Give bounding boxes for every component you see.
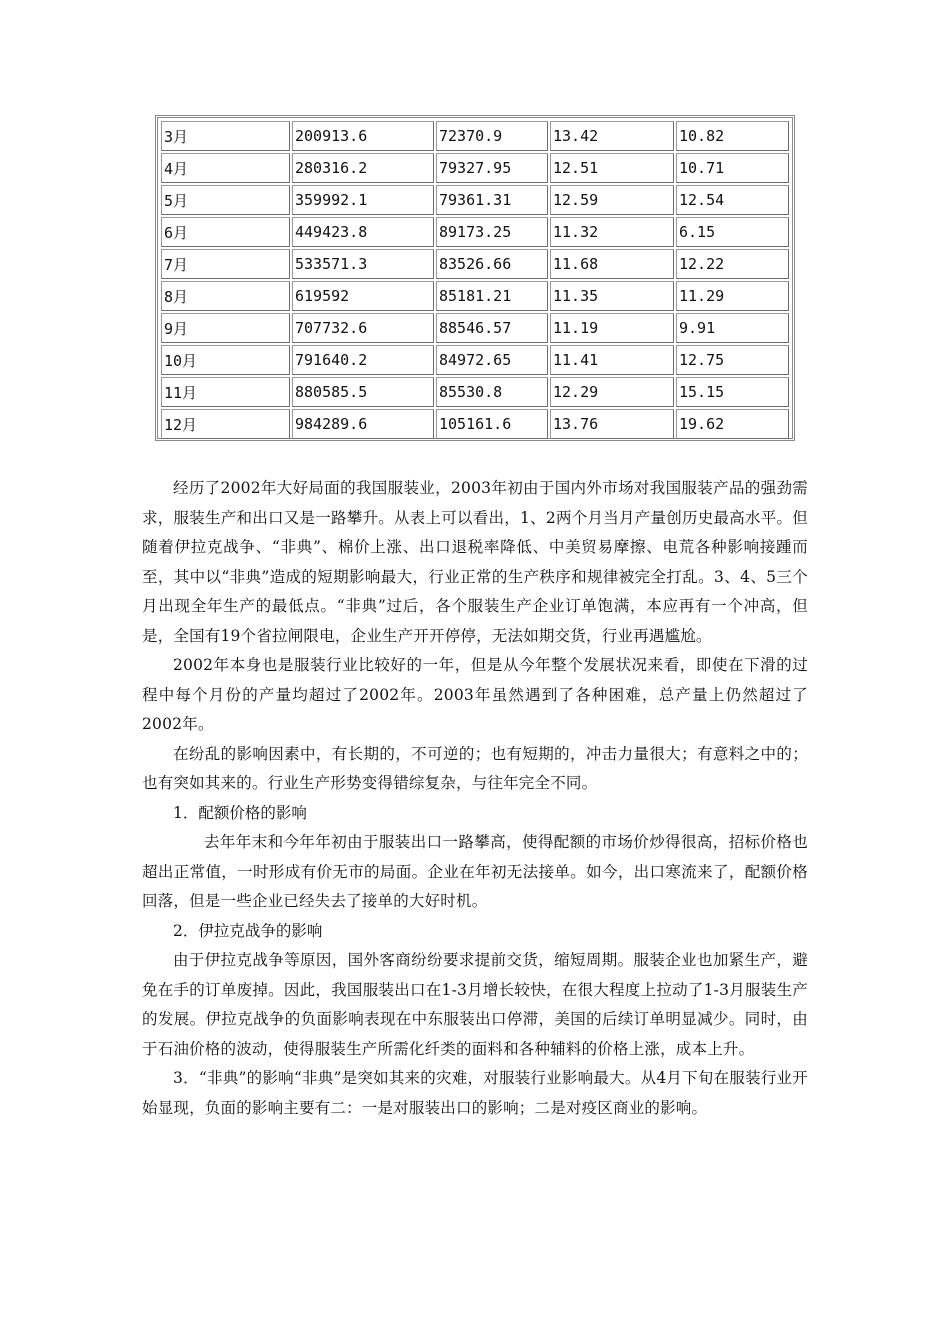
table-cell: 6月 [161, 217, 290, 247]
table-cell: 619592 [292, 281, 434, 311]
paragraph-6: 3．“非典”的影响“非典”是突如其来的灾难，对服装行业影响最大。从4月下旬在服装行业开始显现，负面的影响主要有二：一是对服装出口的影响；二是对疫区商业的影响。 [142, 1069, 808, 1117]
table-cell: 11.41 [550, 345, 674, 375]
table-row [161, 345, 789, 375]
table-cell: 12.51 [550, 153, 674, 183]
table-cell: 9.91 [676, 313, 789, 343]
table-cell: 89173.25 [436, 217, 548, 247]
table-cell: 12.75 [676, 345, 789, 375]
table-cell: 11月 [161, 377, 290, 407]
table-cell: 12月 [161, 409, 290, 439]
table-cell: 10.71 [676, 153, 789, 183]
table-row [161, 377, 789, 407]
table-cell: 19.62 [676, 409, 789, 439]
table-cell: 6.15 [676, 217, 789, 247]
production-table [155, 115, 795, 441]
table-cell: 359992.1 [292, 185, 434, 215]
table-row [161, 249, 789, 279]
table-cell: 791640.2 [292, 345, 434, 375]
table-cell: 13.42 [550, 121, 674, 151]
table-cell: 72370.9 [436, 121, 548, 151]
table-cell: 9月 [161, 313, 290, 343]
table-cell: 11.68 [550, 249, 674, 279]
table-cell: 10月 [161, 345, 290, 375]
table-cell: 7月 [161, 249, 290, 279]
table-row [161, 313, 789, 343]
table-cell: 10.82 [676, 121, 789, 151]
table-cell: 533571.3 [292, 249, 434, 279]
table-cell: 13.76 [550, 409, 674, 439]
table-cell: 105161.6 [436, 409, 548, 439]
table-cell: 12.54 [676, 185, 789, 215]
table-cell: 8月 [161, 281, 290, 311]
table-row [161, 121, 789, 151]
table-cell: 280316.2 [292, 153, 434, 183]
table-row [161, 281, 789, 311]
paragraph-3: 在纷乱的影响因素中，有长期的，不可逆的；也有短期的，冲击力量很大；有意料之中的；也有突如其来的。行业生产形势变得错综复杂，与往年完全不同。 [142, 744, 808, 792]
table-cell: 85530.8 [436, 377, 548, 407]
table-cell: 79361.31 [436, 185, 548, 215]
table-cell: 83526.66 [436, 249, 548, 279]
table-cell: 79327.95 [436, 153, 548, 183]
table-cell: 880585.5 [292, 377, 434, 407]
table-cell: 11.32 [550, 217, 674, 247]
table-cell: 5月 [161, 185, 290, 215]
table-row [161, 153, 789, 183]
table-cell: 200913.6 [292, 121, 434, 151]
table-cell: 3月 [161, 121, 290, 151]
table-cell: 12.59 [550, 185, 674, 215]
paragraph-4: 去年年末和今年年初由于服装出口一路攀高，使得配额的市场价炒得很高，招标价格也超出正常值，一时形成有价无市的局面。企业在年初无法接单。如今，出口寒流来了，配额价格回落，但是一些企业已经失去了接单的大好时机。 [142, 833, 808, 910]
table-cell: 88546.57 [436, 313, 548, 343]
table-cell: 984289.6 [292, 409, 434, 439]
paragraph-1: 经历了2002年大好局面的我国服装业，2003年初由于国内外市场对我国服装产品的强劲需求，服装生产和出口又是一路攀升。从表上可以看出，1、2两个月当月产量创历史最高水平。但随着伊拉克战争、“非典”、棉价上涨、出口退税率降低、中美贸易摩擦、电荒各种影响接踵而至，其中以“非典”造成的短期影响最大，行业正常的生产秩序和规律被完全打乱。3、4、5三个月出现全年生产的最低点。“非典”过后，各个服装生产企业订单饱满，本应再有一个冲高，但是，全国有19个省拉闸限电，企业生产开开停停，无法如期交货，行业再遇尴尬。 [142, 479, 808, 645]
table-cell: 12.22 [676, 249, 789, 279]
article-body [142, 474, 808, 1123]
table-cell: 707732.6 [292, 313, 434, 343]
heading-iraq-war: 2．伊拉克战争的影响 [173, 921, 323, 940]
production-table-grid [159, 119, 791, 441]
table-cell: 84972.65 [436, 345, 548, 375]
table-cell: 85181.21 [436, 281, 548, 311]
paragraph-5: 由于伊拉克战争等原因，国外客商纷纷要求提前交货，缩短周期。服装企业也加紧生产，避免在手的订单废掉。因此，我国服装出口在1-3月增长较快，在很大程度上拉动了1-3月服装生产的发展。伊拉克战争的负面影响表现在中东服装出口停滞，美国的后续订单明显减少。同时，由于石油价格的波动，使得服装生产所需化纤类的面料和各种辅料的价格上涨，成本上升。 [142, 951, 808, 1058]
table-row [161, 185, 789, 215]
table-cell: 12.29 [550, 377, 674, 407]
table-cell: 15.15 [676, 377, 789, 407]
table-row [161, 217, 789, 247]
table-cell: 4月 [161, 153, 290, 183]
paragraph-2: 2002年本身也是服装行业比较好的一年，但是从今年整个发展状况来看，即使在下滑的过程中每个月份的产量均超过了2002年。2003年虽然遇到了各种困难，总产量上仍然超过了2002年。 [142, 656, 808, 733]
table-row [161, 409, 789, 439]
table-cell: 449423.8 [292, 217, 434, 247]
table-cell: 11.35 [550, 281, 674, 311]
table-cell: 11.19 [550, 313, 674, 343]
heading-quota-price: 1．配额价格的影响 [173, 803, 307, 822]
table-cell: 11.29 [676, 281, 789, 311]
